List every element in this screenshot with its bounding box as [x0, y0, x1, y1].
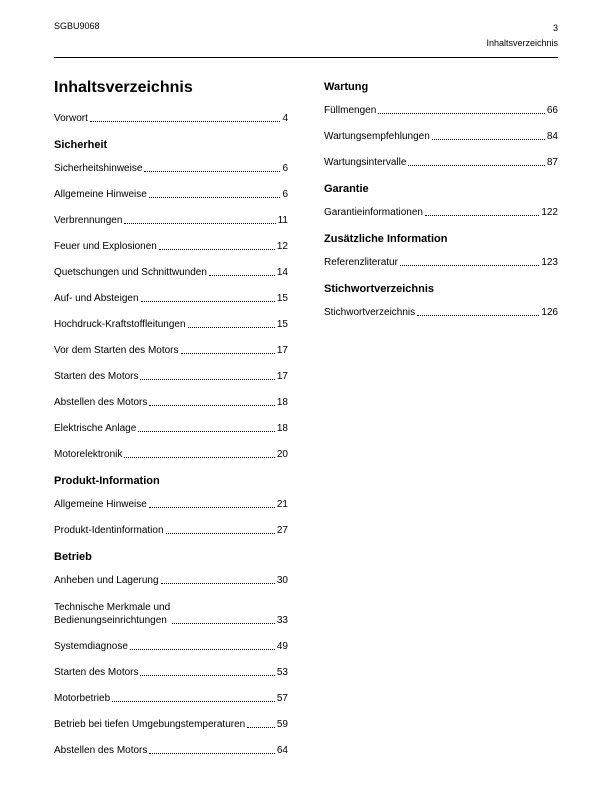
- header-rule: [54, 57, 558, 58]
- toc-entry[interactable]: [324, 207, 558, 219]
- document-id: SGBU9068: [54, 21, 100, 31]
- toc-entry-label: Motorelektronik: [54, 449, 123, 460]
- toc-entry[interactable]: [324, 157, 558, 169]
- dot-leader: [124, 223, 275, 224]
- dot-leader: [172, 623, 275, 624]
- toc-entry[interactable]: [54, 163, 288, 175]
- dot-leader: [408, 165, 544, 166]
- toc-entry[interactable]: [54, 575, 288, 587]
- toc-entry[interactable]: [54, 525, 288, 537]
- toc-entry-page: 87: [546, 157, 558, 168]
- dot-leader: [141, 301, 275, 302]
- section-heading: Sicherheit: [54, 139, 108, 151]
- toc-entry-label: Wartungsempfehlungen: [324, 131, 430, 142]
- toc-entry-page: 66: [546, 105, 558, 116]
- dot-leader: [112, 701, 275, 702]
- dot-leader: [149, 197, 281, 198]
- toc-entry-label: Abstellen des Motors: [54, 745, 148, 756]
- toc-entry-label: Abstellen des Motors: [54, 397, 148, 408]
- toc-entry-page: 33: [276, 615, 288, 626]
- toc-entry-page: 84: [546, 131, 558, 142]
- toc-entry-label: Verbrennungen: [54, 215, 123, 226]
- toc-entry-label: Hochdruck-Kraftstoffleitungen: [54, 319, 186, 330]
- toc-entry[interactable]: [54, 745, 288, 757]
- dot-leader: [425, 215, 539, 216]
- toc-entry-page: 30: [276, 575, 288, 586]
- toc-entry[interactable]: [54, 241, 288, 253]
- toc-right-sections: [324, 81, 558, 319]
- toc-entry-label: Elektrische Anlage: [54, 423, 137, 434]
- section-heading: Betrieb: [54, 551, 92, 563]
- section-heading: Stichwortverzeichnis: [324, 283, 435, 295]
- toc-entry-label: Allgemeine Hinweise: [54, 499, 147, 510]
- section-heading: Produkt-Information: [54, 475, 160, 487]
- toc-entry-page: 6: [282, 189, 288, 200]
- page-title: Inhaltsverzeichnis: [54, 79, 193, 96]
- toc-entry-page: 17: [276, 345, 288, 356]
- toc-entry-page: 53: [276, 667, 288, 678]
- toc-entry-label: Wartungsintervalle: [324, 157, 407, 168]
- toc-entry-page: 11: [277, 215, 288, 226]
- toc-entry[interactable]: [54, 423, 288, 435]
- toc-entry[interactable]: [54, 215, 288, 227]
- toc-entry-label: Systemdiagnose: [54, 641, 128, 652]
- toc-entry-page: 21: [276, 499, 288, 510]
- dot-leader: [188, 327, 275, 328]
- toc-entry-label: Garantieinformationen: [324, 207, 423, 218]
- dot-leader: [140, 379, 274, 380]
- toc-right-column: [324, 76, 558, 333]
- toc-entry-label: Starten des Motors: [54, 371, 139, 382]
- section-heading: Garantie: [324, 183, 369, 195]
- toc-entry[interactable]: [54, 293, 288, 305]
- dot-leader: [161, 583, 275, 584]
- dot-leader: [417, 315, 539, 316]
- dot-leader: [130, 649, 275, 650]
- toc-left-column: [54, 76, 288, 771]
- toc-entry-page: 18: [276, 397, 288, 408]
- toc-entry-label: Produkt-Identinformation: [54, 525, 164, 536]
- toc-entry[interactable]: [54, 449, 288, 461]
- toc-entry-label: Vor dem Starten des Motors: [54, 345, 179, 356]
- toc-entry-label: Füllmengen: [324, 105, 377, 116]
- dot-leader: [144, 171, 280, 172]
- toc-entry[interactable]: [54, 371, 288, 383]
- toc-entry-label: Quetschungen und Schnittwunden: [54, 267, 207, 278]
- toc-entry-page: 17: [276, 371, 288, 382]
- dot-leader: [432, 139, 545, 140]
- dot-leader: [140, 675, 274, 676]
- toc-entry-label: Motorbetrieb: [54, 693, 111, 704]
- dot-leader: [209, 275, 275, 276]
- toc-entry-page: 64: [276, 745, 288, 756]
- toc-entry-label: Referenzliteratur: [324, 257, 398, 268]
- dot-leader: [149, 507, 275, 508]
- dot-leader: [159, 249, 275, 250]
- dot-leader: [149, 753, 274, 754]
- dot-leader: [400, 265, 539, 266]
- toc-entry-page: 59: [276, 719, 288, 730]
- toc-entry-label: Vorwort: [54, 113, 88, 124]
- toc-entry-page: 4: [282, 113, 288, 124]
- toc-entry[interactable]: [54, 641, 288, 653]
- toc-entry-page: 15: [276, 293, 288, 304]
- toc-entry[interactable]: [324, 257, 558, 269]
- toc-entry[interactable]: [54, 267, 288, 279]
- toc-entry[interactable]: [54, 397, 288, 409]
- toc-entry-label: Allgemeine Hinweise: [54, 189, 147, 200]
- toc-entry-page: 122: [541, 207, 558, 218]
- toc-entry-label: Feuer und Explosionen: [54, 241, 157, 252]
- toc-entry-page: 14: [276, 267, 288, 278]
- dot-leader: [378, 113, 545, 114]
- toc-entry-page: 6: [282, 163, 288, 174]
- toc-entry-page: 20: [276, 449, 288, 460]
- toc-left-sections: [54, 139, 288, 757]
- toc-entry-label: Starten des Motors: [54, 667, 139, 678]
- toc-entry-page: 15: [276, 319, 288, 330]
- dot-leader: [181, 353, 275, 354]
- toc-entry-label: Technische Merkmale und Bedienungseinrichtungen: [54, 602, 171, 626]
- toc-entry[interactable]: [324, 105, 558, 117]
- dot-leader: [138, 431, 275, 432]
- toc-entry[interactable]: [54, 499, 288, 511]
- dot-leader: [149, 405, 274, 406]
- dot-leader: [90, 121, 281, 122]
- page-number: 3: [552, 23, 558, 33]
- toc-entry-label: Sicherheitshinweise: [54, 163, 143, 174]
- dot-leader: [166, 533, 275, 534]
- toc-entry-page: 18: [276, 423, 288, 434]
- toc-entry[interactable]: [54, 719, 288, 731]
- section-heading: Wartung: [324, 81, 369, 93]
- toc-entry-label: Anheben und Lagerung: [54, 575, 159, 586]
- toc-entry-page: 57: [276, 693, 288, 704]
- toc-entry[interactable]: [54, 345, 288, 357]
- toc-entry-label: Betrieb bei tiefen Umgebungstemperaturen: [54, 719, 246, 730]
- toc-entry[interactable]: [54, 601, 288, 627]
- toc-entry-label: Auf- und Absteigen: [54, 293, 139, 304]
- dot-leader: [247, 727, 275, 728]
- toc-entry[interactable]: [324, 307, 558, 319]
- toc-entry[interactable]: [324, 131, 558, 143]
- toc-entry-page: 49: [276, 641, 288, 652]
- toc-entry-page: 123: [541, 257, 558, 268]
- section-heading: Zusätzliche Information: [324, 233, 448, 245]
- toc-entry[interactable]: [54, 189, 288, 201]
- toc-entry-page: 126: [541, 307, 558, 318]
- toc-entry[interactable]: [54, 667, 288, 679]
- header-section-title: Inhaltsverzeichnis: [486, 38, 558, 48]
- toc-entry-label: Stichwortverzeichnis: [324, 307, 416, 318]
- dot-leader: [124, 457, 275, 458]
- toc-entry[interactable]: [54, 319, 288, 331]
- toc-entry-page: 12: [276, 241, 288, 252]
- toc-entry-vorwort[interactable]: [54, 113, 288, 125]
- running-header: [486, 21, 558, 51]
- toc-entry-page: 27: [276, 525, 288, 536]
- toc-entry[interactable]: [54, 693, 288, 705]
